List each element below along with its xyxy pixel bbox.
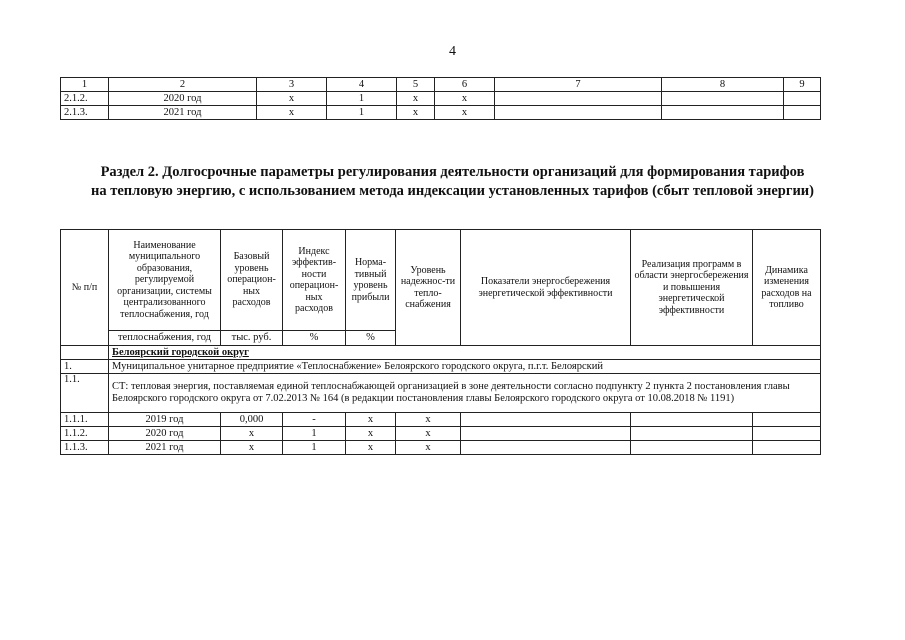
header-cell: 7 <box>495 78 662 92</box>
main-table <box>60 229 821 455</box>
cell: 0,000 <box>221 413 283 427</box>
header-cell: 1 <box>61 78 109 92</box>
district-name: Белоярский городской округ <box>109 346 821 360</box>
cell <box>631 413 753 427</box>
header-name: Наименование муниципального образования, регулируемой организации, системы централизованного теплоснабжения, год <box>109 230 221 331</box>
unit-profit: % <box>346 331 396 346</box>
page-number: 4 <box>449 44 456 59</box>
main-table-header-row <box>61 230 821 331</box>
org-row <box>61 360 821 374</box>
header-cell: 3 <box>257 78 327 92</box>
header-dynamics: Динамика изменения расходов на топливо <box>753 230 821 346</box>
header-index: Индекс эффектив-ности операцион-ных расходов <box>283 230 346 331</box>
header-cell: 8 <box>662 78 784 92</box>
cell <box>662 92 784 106</box>
table-row <box>61 413 821 427</box>
cell <box>753 427 821 441</box>
table-row <box>61 441 821 455</box>
header-indicators: Показатели энергосбережения энергетической эффективности <box>461 230 631 346</box>
header-profit: Норма-тивный уровень прибыли <box>346 230 396 331</box>
top-table <box>60 77 821 120</box>
cell: х <box>435 92 495 106</box>
cell: х <box>397 106 435 120</box>
org-num: 1. <box>61 360 109 374</box>
cell: х <box>435 106 495 120</box>
cell <box>461 413 631 427</box>
cell <box>784 92 821 106</box>
cell: х <box>346 427 396 441</box>
cell: 2020 год <box>109 92 257 106</box>
cell <box>495 106 662 120</box>
table-row <box>61 427 821 441</box>
header-reliability: Уровень надежнос-ти тепло-снабжения <box>396 230 461 346</box>
cell <box>784 106 821 120</box>
cell: 2021 год <box>109 106 257 120</box>
cell: х <box>397 92 435 106</box>
cell: 1.1.1. <box>61 413 109 427</box>
cell: 1 <box>327 92 397 106</box>
cell: х <box>257 92 327 106</box>
section-title-line: Раздел 2. Долгосрочные параметры регулирования деятельности организаций для формирования тарифов <box>100 164 805 180</box>
st-text: СТ: тепловая энергия, поставляемая единой теплоснабжающей организацией в зоне деятельности согласно подпункту 2 пункта 2 постановления главы Белоярского городского округа от 7.02.2013 № 164 (в редакции постановления главы Белоярского городского округа от 10.08.2018 № 1191) <box>109 374 821 413</box>
cell: 2019 год <box>109 413 221 427</box>
cell: 2021 год <box>109 441 221 455</box>
unit-name: теплоснабжения, год <box>109 331 221 346</box>
header-num: № п/п <box>61 230 109 346</box>
cell: х <box>396 413 461 427</box>
cell: х <box>221 427 283 441</box>
st-row <box>61 374 821 413</box>
table-row <box>61 92 821 106</box>
header-cell: 4 <box>327 78 397 92</box>
unit-index: % <box>283 331 346 346</box>
cell <box>753 413 821 427</box>
cell <box>461 427 631 441</box>
cell: 1 <box>283 441 346 455</box>
cell <box>662 106 784 120</box>
cell: х <box>346 441 396 455</box>
cell: х <box>221 441 283 455</box>
cell: х <box>346 413 396 427</box>
st-num: 1.1. <box>61 374 109 413</box>
section-title <box>40 163 865 201</box>
header-cell: 5 <box>397 78 435 92</box>
top-table-header-row <box>61 78 821 92</box>
cell: 2020 год <box>109 427 221 441</box>
cell <box>631 441 753 455</box>
district-row <box>61 346 821 360</box>
cell: х <box>257 106 327 120</box>
cell: 1.1.2. <box>61 427 109 441</box>
cell: - <box>283 413 346 427</box>
cell: 1 <box>283 427 346 441</box>
table-row <box>61 106 821 120</box>
cell: 2.1.3. <box>61 106 109 120</box>
cell: 1.1.3. <box>61 441 109 455</box>
header-programs: Реализация программ в области энергосбережения и повышения энергетической эффективности <box>631 230 753 346</box>
cell <box>461 441 631 455</box>
cell <box>61 346 109 360</box>
unit-base: тыс. руб. <box>221 331 283 346</box>
cell: 1 <box>327 106 397 120</box>
header-base: Базовый уровень операцион-ных расходов <box>221 230 283 331</box>
cell <box>753 441 821 455</box>
cell <box>495 92 662 106</box>
cell <box>631 427 753 441</box>
cell: х <box>396 427 461 441</box>
header-cell: 6 <box>435 78 495 92</box>
cell: х <box>396 441 461 455</box>
header-cell: 9 <box>784 78 821 92</box>
org-name: Муниципальное унитарное предприятие «Теплоснабжение» Белоярского городского округа, п.г.т. Белоярский <box>109 360 821 374</box>
cell: 2.1.2. <box>61 92 109 106</box>
header-cell: 2 <box>109 78 257 92</box>
section-title-line: на тепловую энергию, с использованием метода индексации установленных тарифов (сбыт тепловой энергии) <box>91 183 814 199</box>
